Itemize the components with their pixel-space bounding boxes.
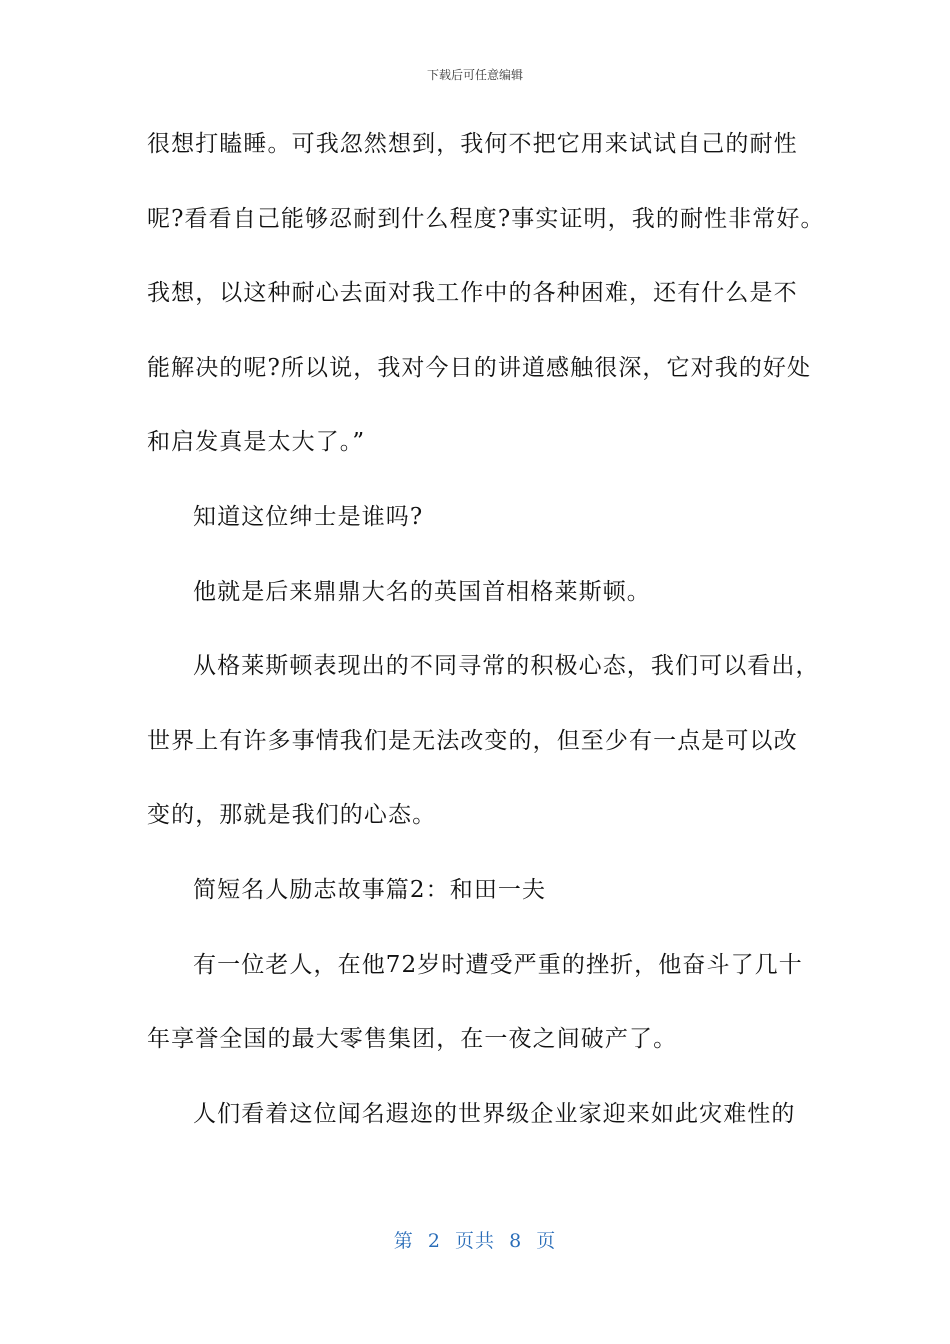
paragraph-line: 他就是后来鼎鼎大名的英国首相格莱斯顿。 xyxy=(193,578,651,605)
document-body xyxy=(147,112,825,1156)
paragraph-line: 从格莱斯顿表现出的不同寻常的积极心态，我们可以看出， xyxy=(193,653,820,680)
section-heading: 简短名人励志故事篇2：和田一夫 xyxy=(193,876,547,903)
paragraph-line: 有一位老人，在他72岁时遭受严重的挫折，他奋斗了几十 xyxy=(193,951,803,978)
text-line: 变的，那就是我们的心态。 xyxy=(147,802,437,829)
text-line: 呢?看看自己能够忍耐到什么程度?事实证明，我的耐性非常好。 xyxy=(147,205,825,232)
page-header: 下载后可任意编辑 xyxy=(426,68,523,82)
text-line: 我想，以这种耐心去面对我工作中的各种困难，还有什么是不 xyxy=(147,280,798,307)
text-line: 年享誉全国的最大零售集团，在一夜之间破产了。 xyxy=(147,1026,678,1053)
text-line: 很想打瞌睡。可我忽然想到，我何不把它用来试试自己的耐性 xyxy=(147,131,798,157)
page-number-footer: 第 2 页共 8 页 xyxy=(393,1230,557,1252)
text-line: 和启发真是太大了。” xyxy=(147,429,366,456)
paragraph-line: 知道这位绅士是谁吗? xyxy=(193,503,424,530)
text-line: 能解决的呢?所以说，我对今日的讲道感触很深，它对我的好处 xyxy=(147,354,812,381)
text-line: 世界上有许多事情我们是无法改变的，但至少有一点是可以改 xyxy=(147,727,798,754)
paragraph-line: 人们看着这位闻名遐迩的世界级企业家迎来如此灾难性的 xyxy=(193,1100,796,1127)
